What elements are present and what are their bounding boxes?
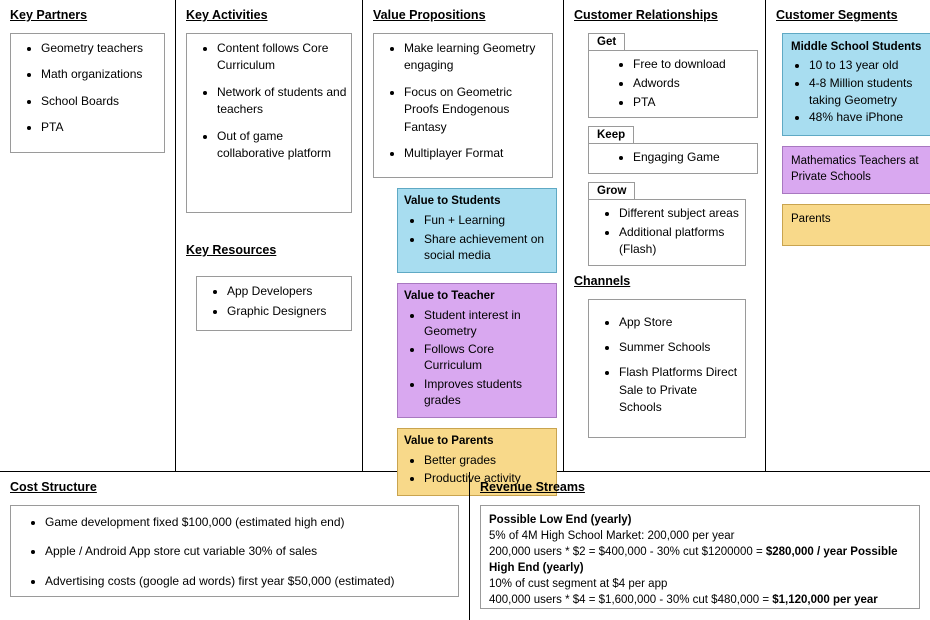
list-item: • Game development fixed $100,000 (estimated high end) — [45, 514, 454, 531]
key-resources-box — [196, 276, 352, 331]
revenue-high-end-line2-bold: $1,120,000 per year — [772, 594, 878, 607]
list-item: • Out of game collaborative platform — [217, 128, 347, 163]
list-item: • Geometry teachers — [41, 40, 160, 57]
segment-students-heading: Middle School Students — [791, 41, 922, 53]
relationship-label-grow: Grow — [588, 182, 635, 200]
value-card-teacher-heading: Value to Teacher — [404, 289, 495, 302]
block-key-partners — [0, 0, 176, 472]
key-resources-list — [201, 283, 347, 321]
key-activities-title: Key Activities — [186, 8, 268, 22]
list-item: • Share achievement on social media — [424, 231, 550, 263]
relationship-box-get — [588, 50, 758, 118]
relationship-box-grow — [588, 199, 746, 265]
list-item: • Content follows Core Curriculum — [217, 40, 347, 75]
key-partners-list — [15, 40, 160, 137]
list-item: • Make learning Geometry engaging — [404, 40, 548, 75]
segment-card-parents — [782, 204, 930, 246]
list-item: • Additional platforms (Flash) — [619, 224, 741, 258]
key-partners-title: Key Partners — [10, 8, 88, 22]
relationship-keep-list — [593, 149, 753, 166]
channels-box — [588, 299, 746, 438]
list-item: • Student interest in Geometry — [424, 307, 550, 339]
list-item: • App Developers — [227, 283, 347, 300]
block-key-activities — [176, 0, 363, 472]
customer-relationships-title: Customer Relationships — [574, 8, 718, 22]
segment-students-list — [791, 57, 923, 126]
cost-structure-list — [15, 514, 454, 590]
block-customer-relationships — [564, 0, 766, 472]
list-item: • Focus on Geometric Proofs Endogenous Fantasy — [404, 84, 548, 136]
key-resources-title: Key Resources — [186, 243, 277, 257]
segment-card-teachers — [782, 146, 930, 194]
revenue-low-end-line2-pre: 200,000 users * $2 = $400,000 - 30% cut $1200000 = — [489, 546, 766, 559]
block-value-propositions — [363, 0, 564, 486]
list-item: • Productive activity — [424, 470, 550, 486]
block-customer-segments — [766, 0, 930, 472]
list-item: • Graphic Designers — [227, 303, 347, 320]
relationship-group-grow — [574, 182, 755, 265]
customer-segments-title: Customer Segments — [776, 8, 898, 22]
block-cost-structure — [0, 472, 470, 620]
value-propositions-box — [373, 33, 553, 178]
list-item: • Engaging Game — [633, 149, 753, 166]
value-card-parents-heading: Value to Parents — [404, 435, 494, 448]
list-item: • Advertising costs (google ad words) first year $50,000 (estimated) — [45, 573, 454, 590]
list-item: • 48% have iPhone — [809, 109, 923, 126]
list-item: • Summer Schools — [619, 339, 741, 356]
cost-structure-box — [10, 505, 459, 597]
value-card-students — [397, 188, 557, 273]
cost-structure-title: Cost Structure — [10, 480, 97, 494]
relationship-label-keep: Keep — [588, 126, 634, 144]
key-activities-list — [191, 40, 347, 162]
revenue-streams-box — [480, 505, 920, 609]
revenue-low-end-heading: Possible Low End (yearly) — [489, 514, 632, 526]
revenue-streams-title: Revenue Streams — [480, 480, 585, 494]
revenue-low-end-line2-bold: $280,000 / year Possible High End (yearly) — [489, 546, 898, 575]
relationship-group-keep — [574, 126, 755, 174]
list-item: • Follows Core Curriculum — [424, 341, 550, 373]
value-propositions-title: Value Propositions — [373, 8, 486, 22]
value-propositions-list — [378, 40, 548, 162]
segment-teachers-text: Mathematics Teachers at Private Schools — [791, 155, 919, 183]
list-item: • School Boards — [41, 93, 160, 110]
list-item: • Free to download — [633, 56, 753, 73]
relationship-label-get: Get — [588, 33, 625, 51]
relationship-group-get — [574, 33, 755, 118]
list-item: • PTA — [41, 119, 160, 136]
block-revenue-streams — [470, 472, 930, 620]
value-card-teacher — [397, 283, 557, 418]
list-item: • 10 to 13 year old — [809, 57, 923, 74]
list-item: • Multiplayer Format — [404, 145, 548, 162]
value-card-students-list — [404, 212, 550, 263]
segment-card-students — [782, 33, 930, 136]
list-item: • App Store — [619, 314, 741, 331]
list-item: • Different subject areas — [619, 205, 741, 222]
list-item: • PTA — [633, 94, 753, 111]
key-activities-box — [186, 33, 352, 213]
value-card-students-heading: Value to Students — [404, 195, 501, 208]
revenue-high-end-line1: 10% of cust segment at $4 per app — [489, 578, 668, 591]
list-item: • Math organizations — [41, 66, 160, 83]
relationship-box-keep — [588, 143, 758, 174]
revenue-low-end-line1: 5% of 4M High School Market: 200,000 per year — [489, 530, 735, 543]
revenue-high-end-line2-pre: 400,000 users * $4 = $1,600,000 - 30% cut $480,000 = — [489, 594, 773, 607]
list-item: • Adwords — [633, 75, 753, 92]
list-item: • Network of students and teachers — [217, 84, 347, 119]
channels-title: Channels — [574, 273, 631, 288]
list-item: • Flash Platforms Direct Sale to Private Schools — [619, 364, 741, 416]
channels-list — [593, 314, 741, 417]
list-item: • Apple / Android App store cut variable 30% of sales — [45, 543, 454, 560]
relationship-get-list — [593, 56, 753, 110]
list-item: • Improves students grades — [424, 376, 550, 408]
list-item: • Fun + Learning — [424, 212, 550, 228]
segment-parents-text: Parents — [791, 213, 831, 226]
list-item: • Better grades — [424, 452, 550, 468]
value-card-teacher-list — [404, 307, 550, 408]
key-partners-box — [10, 33, 165, 153]
relationship-grow-list — [593, 205, 741, 257]
list-item: • 4-8 Million students taking Geometry — [809, 75, 923, 109]
